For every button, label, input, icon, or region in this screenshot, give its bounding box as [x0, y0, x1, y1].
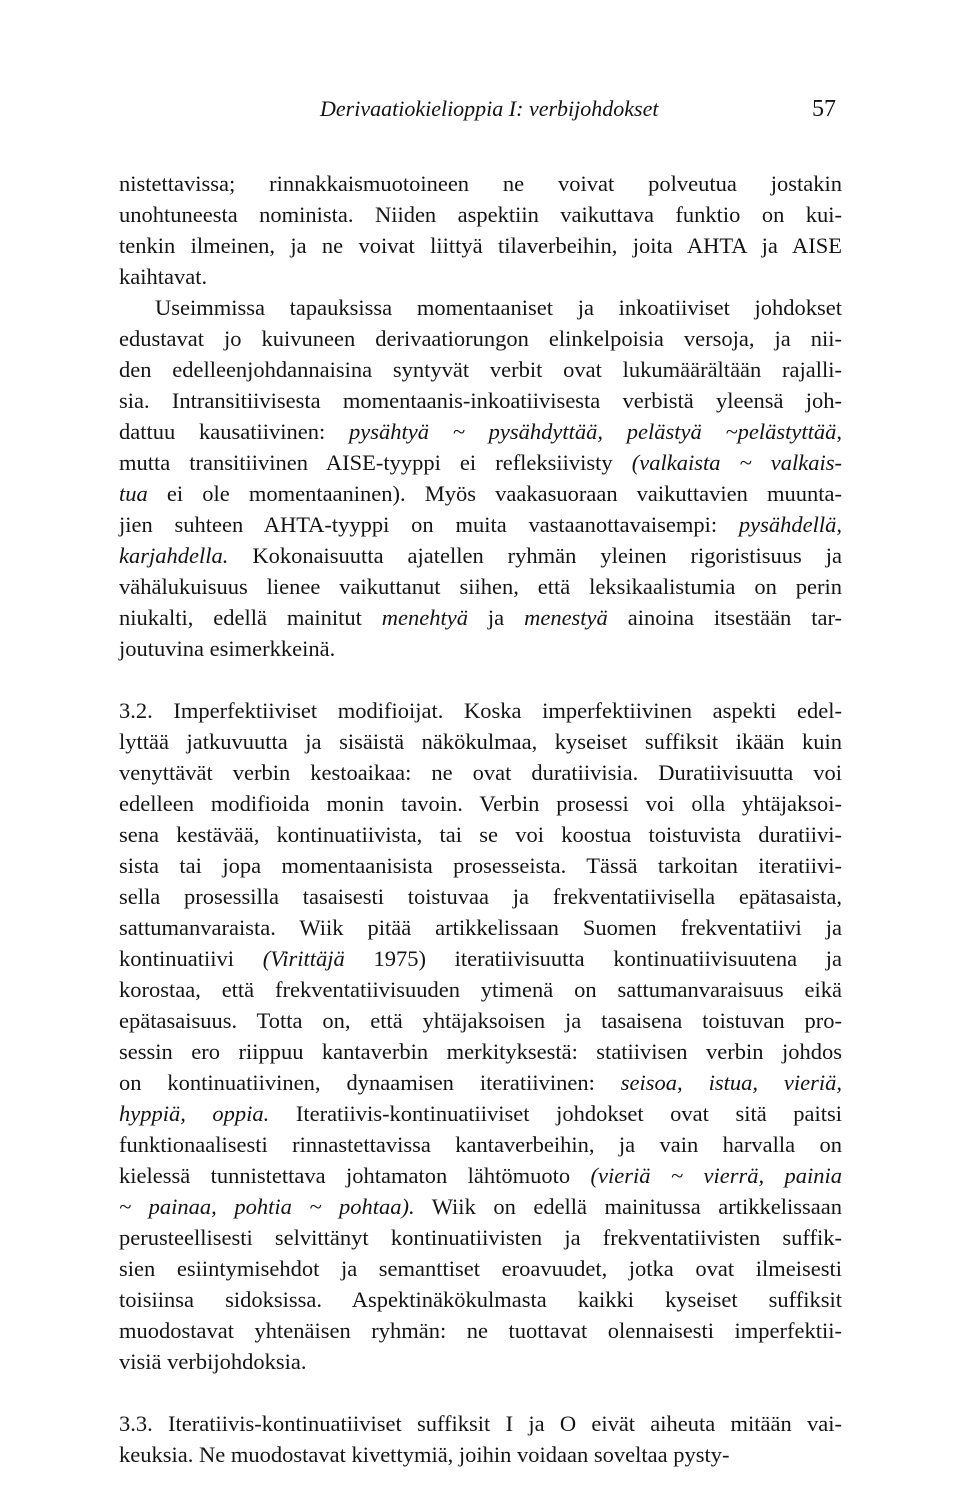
text-segment: vähälukuisuus lienee vaikuttanut siihen, että leksikaalistumia on perin: [119, 574, 842, 599]
text-line: [119, 416, 842, 447]
text-line: [119, 1346, 842, 1377]
text-segment: edustavat jo kuivuneen derivaatiorungon elinkelpoisia versoja, ja nii-: [119, 326, 842, 351]
text-segment: sattumanvaraista. Wiik pitää artikkelissaan Suomen frekventatiivi ja: [119, 915, 842, 940]
text-line: [119, 540, 842, 571]
italic-segment: seisoa, istua, vieriä,: [620, 1070, 842, 1095]
italic-segment: menehtyä: [381, 605, 469, 630]
italic-segment: karjahdella.: [119, 543, 229, 568]
text-line: [119, 1005, 842, 1036]
italic-segment: hyppiä, oppia.: [119, 1101, 270, 1126]
text-line: [119, 788, 842, 819]
text-line: [119, 199, 842, 230]
text-line: [119, 385, 842, 416]
text-segment: den edelleenjohdannaisina syntyvät verbit ovat lukumäärältään rajalli-: [119, 357, 842, 382]
text-line: [119, 1222, 842, 1253]
text-line: [119, 881, 842, 912]
text-segment: Kokonaisuutta ajatellen ryhmän yleinen rigoristisuus ja: [228, 543, 842, 568]
text-segment: 3.3. Iteratiivis-kontinuatiiviset suffiksit I ja O eivät aiheuta mitään vai-: [119, 1411, 842, 1436]
text-line: [119, 447, 842, 478]
text-line: [119, 726, 842, 757]
text-line: [119, 1315, 842, 1346]
text-line: [119, 323, 842, 354]
text-segment: jien suhteen AHTA-tyyppi on muita vastaanottavaisempi:: [119, 512, 739, 537]
text-segment: muodostavat yhtenäisen ryhmän: ne tuottavat olennaisesti imperfektii-: [119, 1318, 842, 1343]
text-segment: korostaa, että frekventatiivisuuden ytimenä on sattumanvaraisuus eikä: [119, 977, 842, 1002]
text-segment: sista tai jopa momentaanisista prosesseista. Tässä tarkoitan iteratiivi-: [119, 853, 842, 878]
text-segment: nistettavissa; rinnakkaismuotoineen ne voivat polveutua jostakin: [119, 171, 842, 196]
text-segment: visiä verbijohdoksia.: [119, 1349, 307, 1374]
text-segment: Wiik on edellä mainitussa artikkelissaan: [414, 1194, 842, 1219]
text-segment: sena kestävää, kontinuatiivista, tai se voi koostua toistuvista duratiivi-: [119, 822, 842, 847]
text-line: [119, 695, 842, 726]
text-line: [119, 974, 842, 1005]
text-line: [119, 602, 842, 633]
text-segment: kaihtavat.: [119, 264, 208, 289]
text-segment: ainoina itsestään tar-: [607, 605, 842, 630]
text-segment: tenkin ilmeinen, ja ne voivat liittyä tilaverbeihin, joita AHTA ja AISE: [119, 233, 842, 258]
text-segment: funktionaalisesti rinnastettavissa kantaverbeihin, ja vain harvalla on: [119, 1132, 842, 1157]
text-segment: perusteellisesti selvittänyt kontinuatiivisten ja frekventatiivisten suffik-: [119, 1225, 842, 1250]
text-line: [119, 1284, 842, 1315]
text-line: [119, 943, 842, 974]
text-segment: toisiinsa sidoksissa. Aspektinäkökulmasta kaikki kyseiset suffiksit: [119, 1287, 842, 1312]
text-line: [119, 819, 842, 850]
italic-segment: (Virittäjä: [262, 946, 345, 971]
text-line: [119, 1129, 842, 1160]
body-text: [119, 168, 842, 1470]
text-line: [119, 292, 842, 323]
text-segment: niukalti, edellä mainitut: [119, 605, 382, 630]
italic-segment: ~ painaa, pohtia ~ pohtaa).: [119, 1194, 415, 1219]
text-segment: sien esiintymisehdot ja semanttiset eroavuudet, jotka ovat ilmeisesti: [119, 1256, 842, 1281]
text-line: [119, 850, 842, 881]
italic-segment: (vieriä ~ vierrä, painia: [590, 1163, 842, 1188]
text-segment: 1975) iteratiivisuutta kontinuatiivisuutena ja: [344, 946, 842, 971]
text-line: [119, 354, 842, 385]
text-segment: ja: [468, 605, 525, 630]
text-line: [119, 1253, 842, 1284]
italic-segment: pysähdellä,: [738, 512, 842, 537]
text-segment: kielessä tunnistettava johtamaton lähtömuoto: [119, 1163, 591, 1188]
text-line: [119, 1160, 842, 1191]
text-segment: venyttävät verbin kestoaikaa: ne ovat duratiivisia. Duratiivisuutta voi: [119, 760, 842, 785]
text-line: [119, 633, 842, 664]
text-segment: dattuu kausatiivinen:: [119, 419, 349, 444]
text-line: [119, 1191, 842, 1222]
italic-segment: (valkaista ~ valkais-: [631, 450, 842, 475]
text-line: [119, 1408, 842, 1439]
text-segment: sia. Intransitiivisesta momentaanis-inkoatiivisesta verbistä yleensä joh-: [119, 388, 842, 413]
text-segment: on kontinuatiivinen, dynaamisen iteratiivinen:: [119, 1070, 621, 1095]
text-line: [119, 478, 842, 509]
text-segment: Useimmissa tapauksissa momentaaniset ja inkoatiiviset johdokset: [155, 295, 842, 320]
italic-segment: pysähtyä ~ pysähdyttää, pelästyä ~pelästyttää,: [348, 419, 842, 444]
text-line: [119, 571, 842, 602]
text-segment: joutuvina esimerkkeinä.: [119, 636, 336, 661]
text-line: [119, 1036, 842, 1067]
text-segment: kontinuatiivi: [119, 946, 263, 971]
text-line: [119, 1067, 842, 1098]
text-segment: unohtuneesta nominista. Niiden aspektiin vaikuttava funktio on kui-: [119, 202, 842, 227]
page-number: 57: [812, 96, 836, 122]
italic-segment: tua: [119, 481, 148, 506]
text-line: [119, 912, 842, 943]
text-segment: mutta transitiivinen AISE-tyyppi ei refleksiivisty: [119, 450, 632, 475]
text-line: [119, 230, 842, 261]
running-title: Derivaatiokielioppia I: verbijohdokset: [320, 96, 659, 121]
text-line: [119, 757, 842, 788]
text-line: [119, 261, 842, 292]
text-segment: keuksia. Ne muodostavat kivettymiä, joihin voidaan soveltaa pysty-: [119, 1442, 730, 1467]
text-segment: epätasaisuus. Totta on, että yhtäjaksoisen ja tasaisena toistuvan pro-: [119, 1008, 842, 1033]
text-segment: sessin ero riippuu kantaverbin merkityksestä: statiivisen verbin johdos: [119, 1039, 842, 1064]
text-line: [119, 168, 842, 199]
text-segment: lyttää jatkuvuutta ja sisäistä näkökulmaa, kyseiset suffiksit ikään kuin: [119, 729, 842, 754]
text-segment: ei ole momentaaninen). Myös vaakasuoraan vaikuttavien muunta-: [147, 481, 842, 506]
text-segment: 3.2. Imperfektiiviset modifioijat. Koska imperfektiivinen aspekti edel-: [119, 698, 842, 723]
text-segment: Iteratiivis-kontinuatiiviset johdokset ovat sitä paitsi: [269, 1101, 842, 1126]
text-line: [119, 1439, 842, 1470]
italic-segment: menestyä: [524, 605, 608, 630]
text-line: [119, 1098, 842, 1129]
text-line: [119, 509, 842, 540]
text-segment: edelleen modifioida monin tavoin. Verbin prosessi voi olla yhtäjaksoi-: [119, 791, 842, 816]
text-segment: sella prosessilla tasaisesti toistuvaa ja frekventatiivisella epätasaista,: [119, 884, 842, 909]
